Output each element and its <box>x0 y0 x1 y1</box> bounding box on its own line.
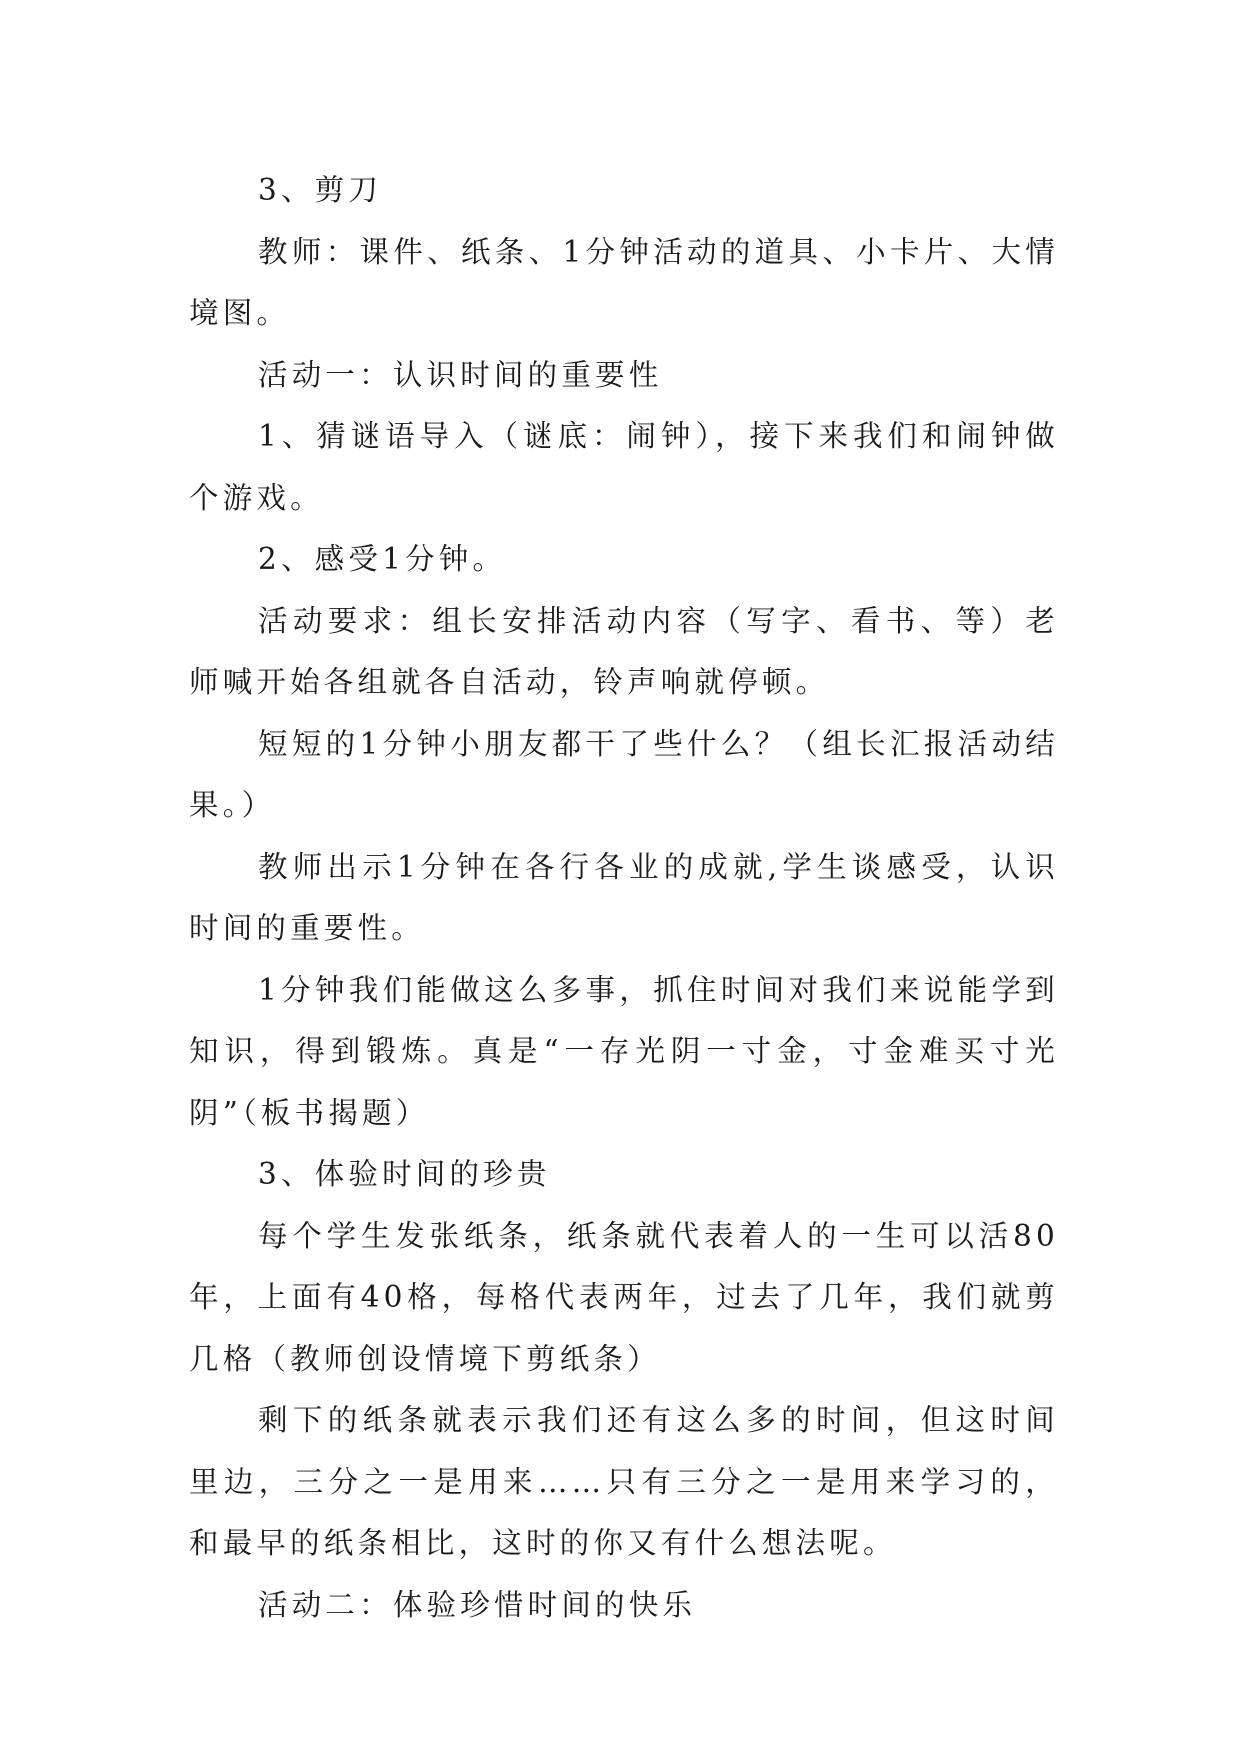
paragraph-teacher-shows: 教师出示1分钟在各行各业的成就,学生谈感受，认识时间的重要性。 <box>189 849 1059 945</box>
paragraph-activity-requirements: 活动要求：组长安排活动内容（写字、看书、等）老师喊开始各组就各自活动，铃声响就停顿。 <box>189 603 1059 699</box>
paragraph-seize-time: 1分钟我们能做这么多事，抓住时间对我们来说能学到知识，得到锻炼。真是“一存光阴一寸金，寸金难买寸光阴”（板书揭题） <box>189 972 1059 1130</box>
paragraph-paper-strip: 每个学生发张纸条，纸条就代表着人的一生可以活80年，上面有40格，每格代表两年，过去了几年，我们就剪几格（教师创设情境下剪纸条） <box>189 1218 1059 1376</box>
paragraph-remaining-strip: 剩下的纸条就表示我们还有这么多的时间，但这时间里边，三分之一是用来……只有三分之一是用来学习的，和最早的纸条相比，这时的你又有什么想法呢。 <box>189 1403 1059 1560</box>
paragraph-riddle-intro: 1、猜谜语导入（谜底：闹钟），接下来我们和闹钟做个游戏。 <box>189 419 1059 515</box>
paragraph-feel-one-minute: 2、感受1分钟。 <box>258 542 507 576</box>
paragraph-one-minute-question: 短短的1分钟小朋友都干了些什么？（组长汇报活动结果。） <box>189 726 1059 822</box>
paragraph-teacher-materials: 教师：课件、纸条、1分钟活动的道具、小卡片、大情境图。 <box>189 234 1059 330</box>
paragraph-activity-two-heading: 活动二：体验珍惜时间的快乐 <box>258 1587 697 1622</box>
paragraph-experience-heading: 3、体验时间的珍贵 <box>258 1157 551 1191</box>
paragraph-activity-one-heading: 活动一：认识时间的重要性 <box>258 357 663 392</box>
document-page <box>189 160 1059 1636</box>
paragraph-scissors: 3、剪刀 <box>258 173 383 207</box>
